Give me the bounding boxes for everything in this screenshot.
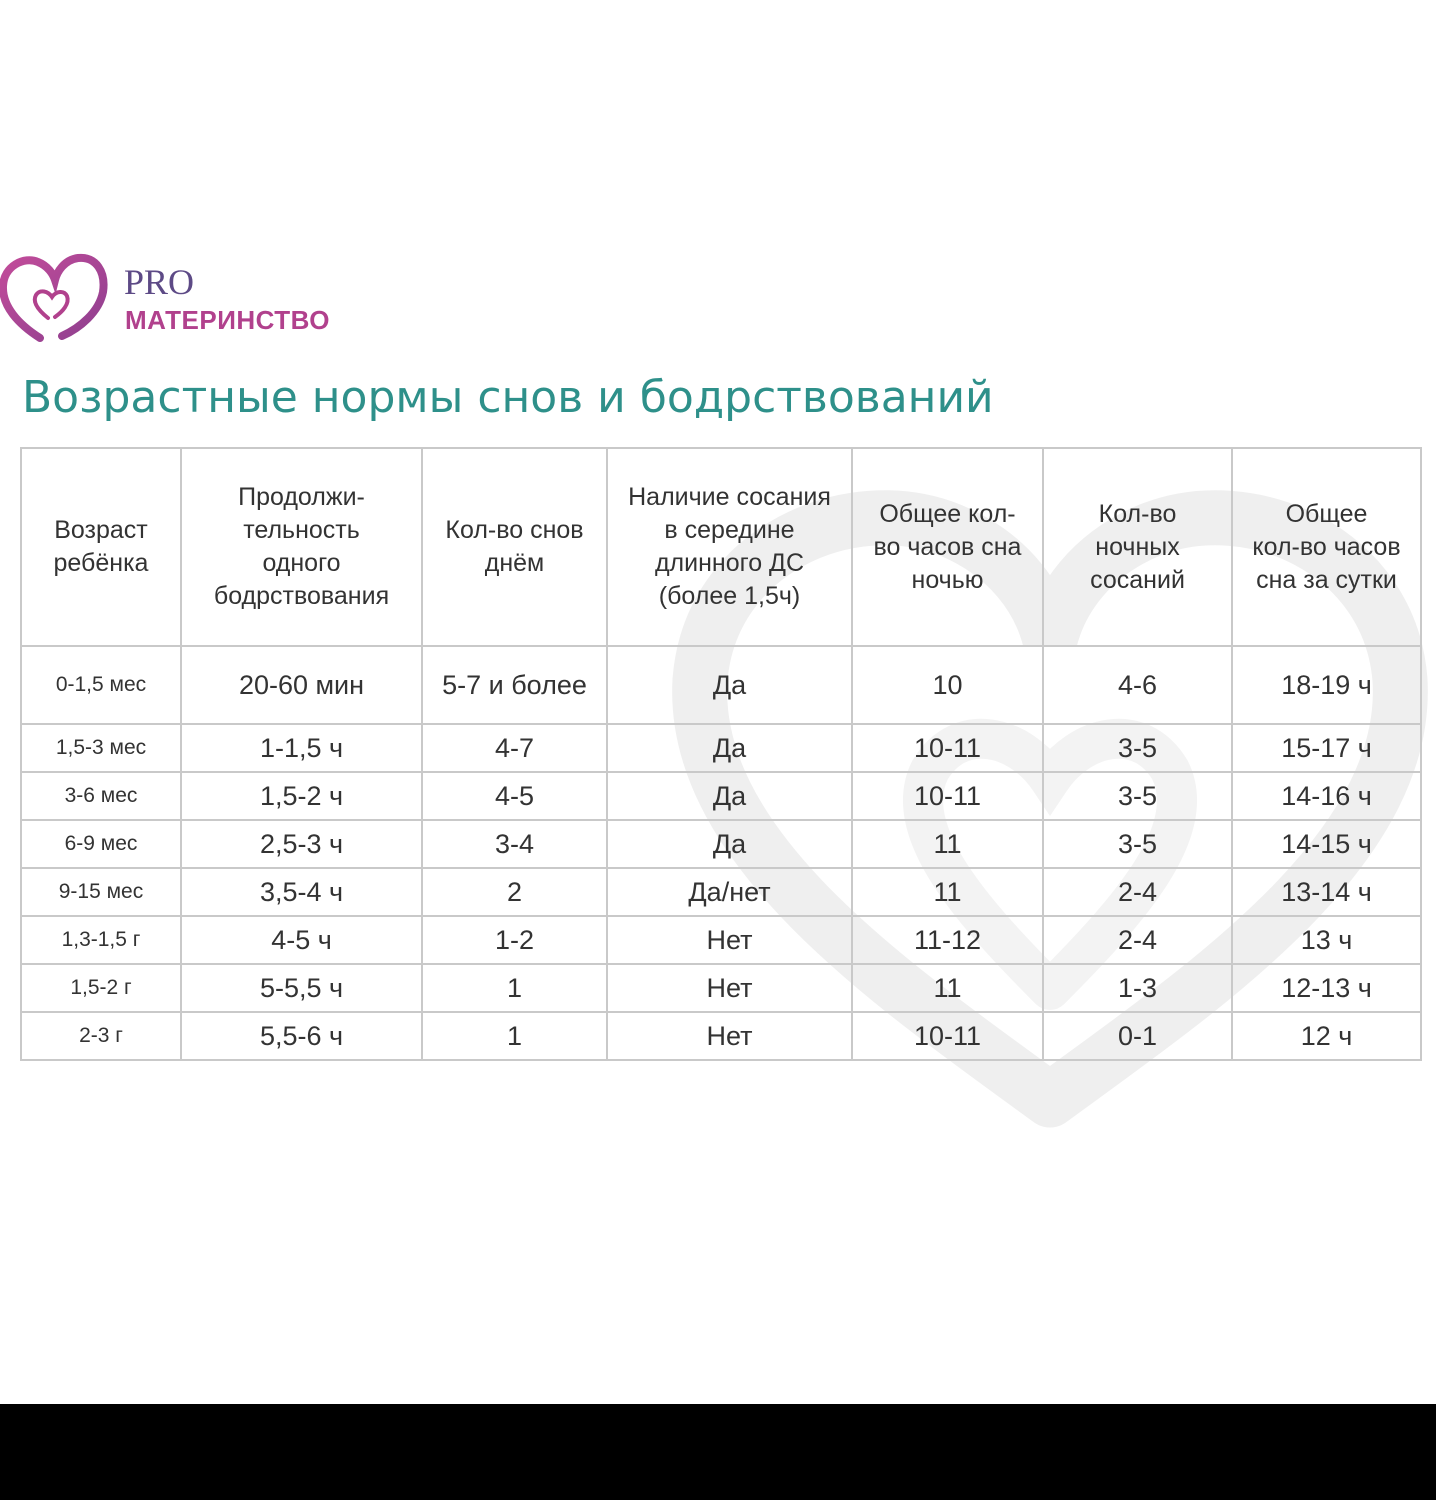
header-line: Кол-во [1098, 499, 1177, 528]
header-feeding-during-nap [607, 448, 852, 646]
cell-total-sleep: 14-15 ч [1232, 820, 1421, 868]
cell-feeding: Да [607, 646, 852, 724]
cell-age: 2-3 г [21, 1012, 181, 1060]
header-line: Наличие сосания [628, 483, 831, 511]
cell-day-naps: 5-7 и более [422, 646, 607, 724]
header-wake-duration [181, 448, 422, 646]
cell-wake-duration: 4-5 ч [181, 916, 422, 964]
table-row [21, 964, 1421, 1012]
cell-age: 6-9 мес [21, 820, 181, 868]
table-row [21, 724, 1421, 772]
cell-night-hours: 11-12 [852, 916, 1043, 964]
header-line: Общее кол- [879, 499, 1016, 528]
cell-night-hours: 11 [852, 820, 1043, 868]
header-line: во часов сна [873, 532, 1022, 561]
cell-day-naps: 1 [422, 1012, 607, 1060]
cell-total-sleep: 18-19 ч [1232, 646, 1421, 724]
header-line: днём [484, 549, 545, 577]
cell-night-hours: 10-11 [852, 724, 1043, 772]
header-line: ребёнка [53, 549, 149, 577]
page-title: Возрастные нормы снов и бодрствований [22, 372, 994, 423]
header-age [21, 448, 181, 646]
cell-night-feedings: 4-6 [1043, 646, 1232, 724]
logo-pro-text: PRO [124, 262, 195, 302]
cell-wake-duration: 3,5-4 ч [181, 868, 422, 916]
cell-night-feedings: 1-3 [1043, 964, 1232, 1012]
table-row [21, 1012, 1421, 1060]
cell-night-feedings: 2-4 [1043, 868, 1232, 916]
cell-feeding: Да/нет [607, 868, 852, 916]
cell-night-hours: 10-11 [852, 772, 1043, 820]
header-line: Общее [1285, 499, 1368, 528]
cell-wake-duration: 5,5-6 ч [181, 1012, 422, 1060]
cell-total-sleep: 13-14 ч [1232, 868, 1421, 916]
cell-feeding: Да [607, 772, 852, 820]
table-row [21, 916, 1421, 964]
header-line: сосаний [1090, 565, 1185, 594]
header-line: (более 1,5ч) [658, 582, 801, 610]
cell-night-feedings: 2-4 [1043, 916, 1232, 964]
header-night-sleep-hours [852, 448, 1043, 646]
header-line: в середине [664, 516, 795, 544]
cell-night-feedings: 3-5 [1043, 724, 1232, 772]
cell-age: 0-1,5 мес [21, 646, 181, 724]
cell-night-hours: 10 [852, 646, 1043, 724]
cell-day-naps: 3-4 [422, 820, 607, 868]
cell-night-feedings: 3-5 [1043, 772, 1232, 820]
cell-day-naps: 2 [422, 868, 607, 916]
header-line: сна за сутки [1256, 565, 1397, 594]
header-night-feedings [1043, 448, 1232, 646]
cell-night-feedings: 0-1 [1043, 1012, 1232, 1060]
table-row [21, 868, 1421, 916]
cell-day-naps: 4-7 [422, 724, 607, 772]
sleep-norms-table [20, 447, 1422, 1061]
cell-night-feedings: 3-5 [1043, 820, 1232, 868]
cell-feeding: Нет [607, 1012, 852, 1060]
table-row [21, 820, 1421, 868]
cell-age: 1,3-1,5 г [21, 916, 181, 964]
cell-total-sleep: 12 ч [1232, 1012, 1421, 1060]
header-day-naps [422, 448, 607, 646]
header-line: бодрствования [213, 582, 390, 610]
cell-wake-duration: 1-1,5 ч [181, 724, 422, 772]
table-row [21, 772, 1421, 820]
cell-night-hours: 11 [852, 964, 1043, 1012]
cell-wake-duration: 20-60 мин [181, 646, 422, 724]
cell-age: 9-15 мес [21, 868, 181, 916]
cell-feeding: Да [607, 820, 852, 868]
header-line: ночью [911, 565, 984, 594]
header-line: Возраст [54, 516, 148, 544]
header-line: ночных [1095, 532, 1180, 561]
cell-feeding: Да [607, 724, 852, 772]
cell-wake-duration: 2,5-3 ч [181, 820, 422, 868]
cell-total-sleep: 12-13 ч [1232, 964, 1421, 1012]
logo-subtitle: МАТЕРИНСТВО [125, 305, 331, 335]
cell-age: 3-6 мес [21, 772, 181, 820]
header-line: Продолжи- [238, 483, 365, 511]
header-line: одного [262, 549, 341, 577]
header-line: тельность [243, 516, 360, 544]
cell-total-sleep: 15-17 ч [1232, 724, 1421, 772]
header-total-sleep [1232, 448, 1421, 646]
cell-feeding: Нет [607, 916, 852, 964]
bottom-black-bar [0, 1404, 1436, 1500]
cell-age: 1,5-2 г [21, 964, 181, 1012]
cell-feeding: Нет [607, 964, 852, 1012]
table-header-row [21, 448, 1421, 646]
cell-wake-duration: 5-5,5 ч [181, 964, 422, 1012]
cell-total-sleep: 14-16 ч [1232, 772, 1421, 820]
cell-day-naps: 4-5 [422, 772, 607, 820]
brand-logo [0, 250, 360, 345]
cell-age: 1,5-3 мес [21, 724, 181, 772]
cell-day-naps: 1 [422, 964, 607, 1012]
header-line: длинного ДС [654, 549, 805, 577]
cell-wake-duration: 1,5-2 ч [181, 772, 422, 820]
table-row [21, 646, 1421, 724]
cell-night-hours: 10-11 [852, 1012, 1043, 1060]
cell-day-naps: 1-2 [422, 916, 607, 964]
header-line: Кол-во снов [445, 516, 584, 544]
heart-logo-icon [0, 250, 110, 345]
header-line: кол-во часов [1252, 532, 1401, 561]
cell-total-sleep: 13 ч [1232, 916, 1421, 964]
cell-night-hours: 11 [852, 868, 1043, 916]
